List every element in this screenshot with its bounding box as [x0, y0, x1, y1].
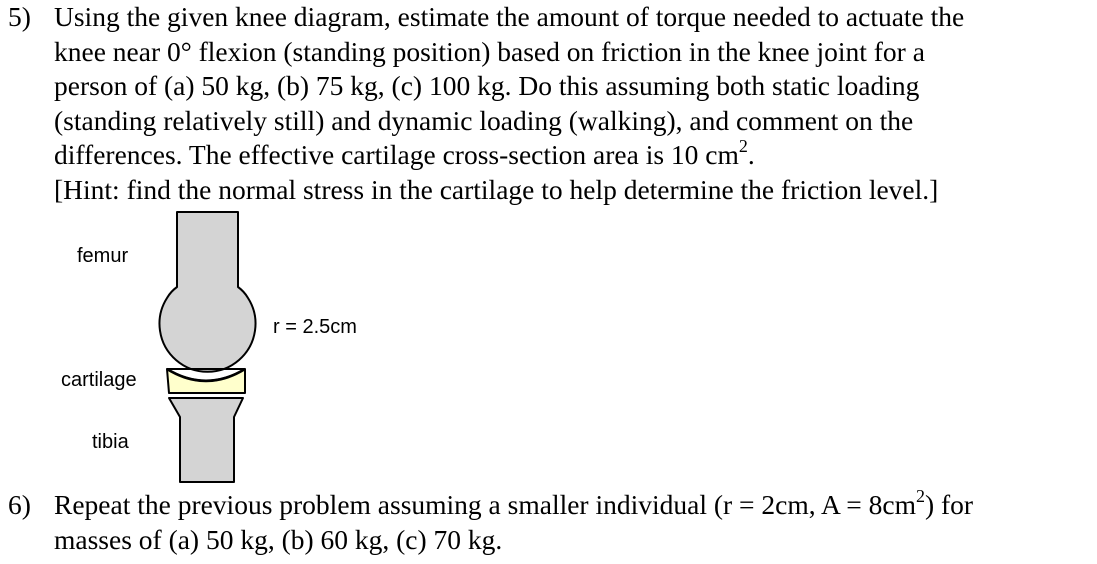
problem-5-line-2: knee near 0° flexion (standing position) based on friction in the knee joint for a	[54, 35, 925, 67]
problem-6-line-1	[8, 488, 1093, 523]
femur-label: femur	[77, 245, 129, 267]
problem-5-area-superscript: 2	[738, 136, 748, 156]
problem-5-hint: [Hint: find the normal stress in the cartilage to help determine the friction level.]	[54, 173, 939, 205]
problem-5-line-1: Using the given knee diagram, estimate the amount of torque needed to actuate the	[54, 1, 965, 32]
problem-6-line-1-text: Repeat the previous problem assuming a smaller individual (r = 2cm, A = 8cm	[54, 489, 916, 520]
problem-5-line-5-suffix: .	[747, 139, 755, 170]
problem-6	[8, 488, 1093, 557]
problem-6-number: 6)	[8, 489, 31, 520]
problem-5-line-4: (standing relatively still) and dynamic loading (walking), and comment on the	[54, 104, 914, 136]
problem-6-area-superscript: 2	[915, 486, 925, 506]
problem-5-number: 5)	[8, 1, 31, 32]
problem-6-line-2: masses of (a) 50 kg, (b) 60 kg, (c) 70 kg.	[54, 523, 503, 555]
problem-6-line-1-suffix: ) for	[924, 489, 974, 520]
tibia-shape	[169, 398, 243, 482]
femur-shape	[160, 212, 256, 372]
problem-5-line-5-text: differences. The effective cartilage cross-section area is 10 cm	[54, 139, 739, 170]
tibia-label: tibia	[92, 431, 129, 453]
problem-5-line-3: person of (a) 50 kg, (b) 75 kg, (c) 100 kg. Do this assuming both static loading	[54, 70, 920, 101]
cartilage-label: cartilage	[61, 369, 137, 391]
radius-label: r = 2.5cm	[273, 316, 357, 338]
